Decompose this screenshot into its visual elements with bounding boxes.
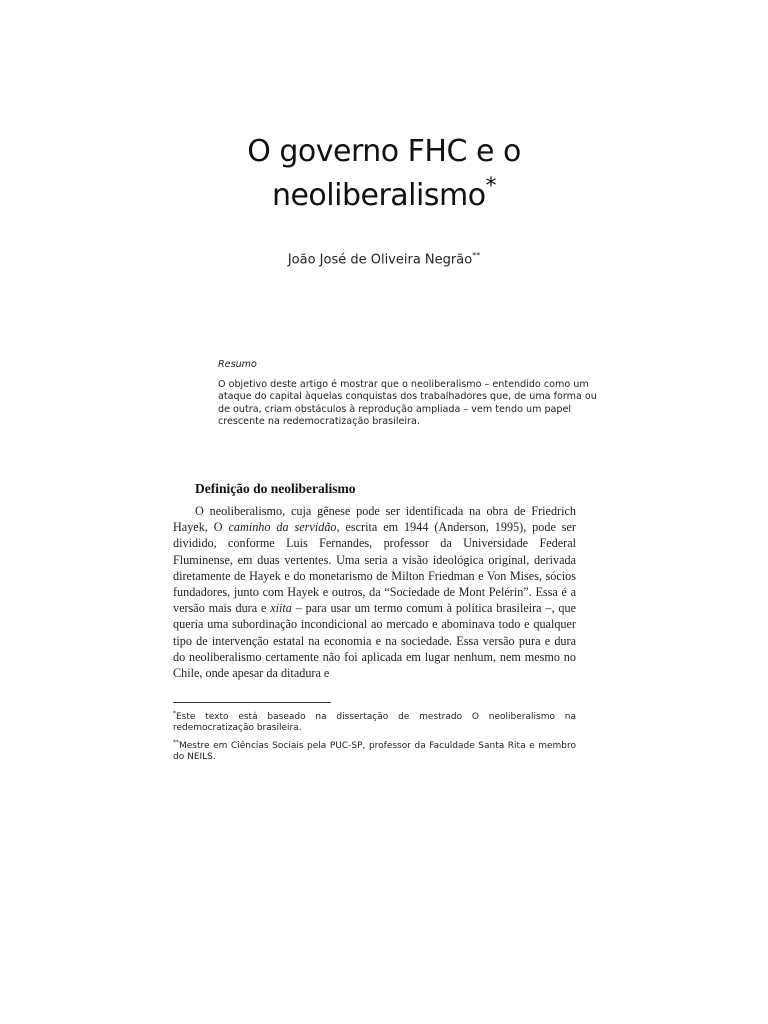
body-text-part-2: , escrita em 1944 (Anderson, 1995), pode ser dividido, conforme Luis Fernandes, professor da Universidade Federal Fluminense, em duas vertentes. Uma seria a visão ideológica original, derivada diretamente de Hayek e do monetarismo de Milton Friedman e Von Mises, sócios fundadores, junto com Hayek e outros, da “Sociedade de Mont Pelérin”. Essa é a versão mais dura e bbox=[173, 520, 576, 616]
author-line bbox=[0, 251, 768, 267]
footnote-divider bbox=[173, 702, 331, 703]
footnote-1 bbox=[173, 708, 576, 735]
author-name: João José de Oliveira Negrão bbox=[287, 252, 473, 268]
section-heading: Definição do neoliberalismo bbox=[195, 481, 356, 496]
abstract-label: Resumo bbox=[218, 359, 257, 370]
abstract-text: O objetivo deste artigo é mostrar que o neoliberalismo – entendido como um ataque do capital àquelas conquistas dos trabalhadores que, de uma forma ou de outra, criam obstáculos à reprodução ampliada – vem tendo um papel crescente na redemocratização brasileira. bbox=[218, 378, 597, 427]
footnote-2 bbox=[173, 737, 576, 764]
footnote-1-text: Este texto está baseado na dissertação de mestrado O neoliberalismo na redemocratização brasileira. bbox=[173, 712, 576, 734]
document-title-line-1: O governo FHC e o bbox=[247, 134, 521, 169]
body-paragraph bbox=[173, 503, 576, 681]
body-text-part-3: – para usar um termo comum à política brasileira –, que queria uma subordinação incondicional ao mercado e abominava todo e qualquer tipo de intervenção estatal na economia e na sociedade. Essa versão pura e dura do neoliberalismo certamente não foi aplicada em lugar nenhum, nem mesmo no Chile, onde apesar da ditadura e bbox=[173, 601, 576, 681]
footnote-1-mark: * bbox=[173, 710, 176, 717]
document-title-text: neoliberalismo bbox=[271, 178, 486, 213]
abstract-block bbox=[218, 359, 603, 429]
author-footnote-mark: ** bbox=[472, 251, 481, 260]
footnote-2-mark: ** bbox=[173, 738, 179, 746]
body-text-part-1: O neoliberalismo, cuja gênese pode ser identificada na obra de Friedrich Hayek, O bbox=[173, 504, 576, 535]
footnotes bbox=[173, 708, 576, 765]
title-footnote-mark: * bbox=[485, 174, 497, 199]
body-text bbox=[173, 503, 576, 681]
document-title-line-2 bbox=[0, 174, 768, 213]
book-title-italic: caminho da servidão bbox=[228, 520, 337, 535]
term-italic: xiita bbox=[270, 601, 292, 616]
footnote-2-text: Mestre em Ciências Sociais pela PUC-SP, professor da Faculdade Santa Rita e membro do NEILS. bbox=[173, 740, 576, 762]
